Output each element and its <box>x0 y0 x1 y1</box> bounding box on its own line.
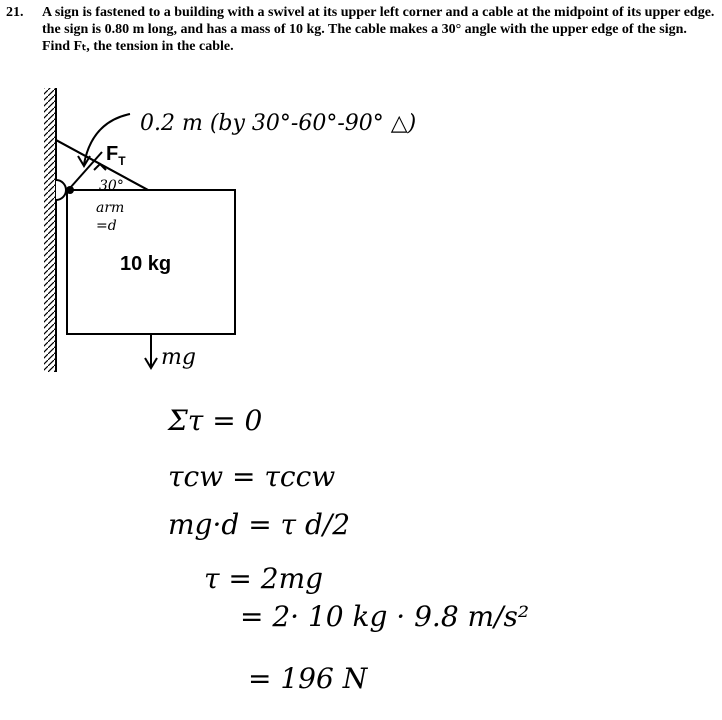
equation-mgd: mg·d = τ d/2 <box>168 508 351 541</box>
arm-label: arm <box>96 200 125 216</box>
tension-label: $F_T$ <box>106 143 126 168</box>
equation-sum-torque: Στ = 0 <box>168 404 263 437</box>
equation-torque-balance: τcw = τccw <box>168 460 336 493</box>
problem-number: 21. <box>6 5 24 20</box>
equation-substitution: = 2· 10 kg · 9.8 m/s² <box>240 600 530 633</box>
wall-hatching <box>44 88 56 372</box>
problem-text: A sign is fastened to a building with a swivel at its upper left corner and a cable at the midpoint of its upper edge. the sign is 0.80 m long, and has a mass of 10 kg. The cable makes a 30° angle with the upper edge of the sign. Find Fₜ, the tension in the cable. <box>42 5 715 54</box>
cable-note: 0.2 m (by 30°-60°-90° △) <box>140 111 417 136</box>
weight-label: mg <box>161 345 196 370</box>
angle-label: 30° <box>99 178 124 194</box>
mass-label: 10 kg <box>120 253 172 275</box>
arm-equals-d-label: =d <box>96 218 117 234</box>
equation-tension: τ = 2mg <box>204 562 324 595</box>
right-angle-mark <box>94 164 106 170</box>
swivel-bracket <box>56 180 66 200</box>
equation-result: = 196 N <box>248 662 368 695</box>
